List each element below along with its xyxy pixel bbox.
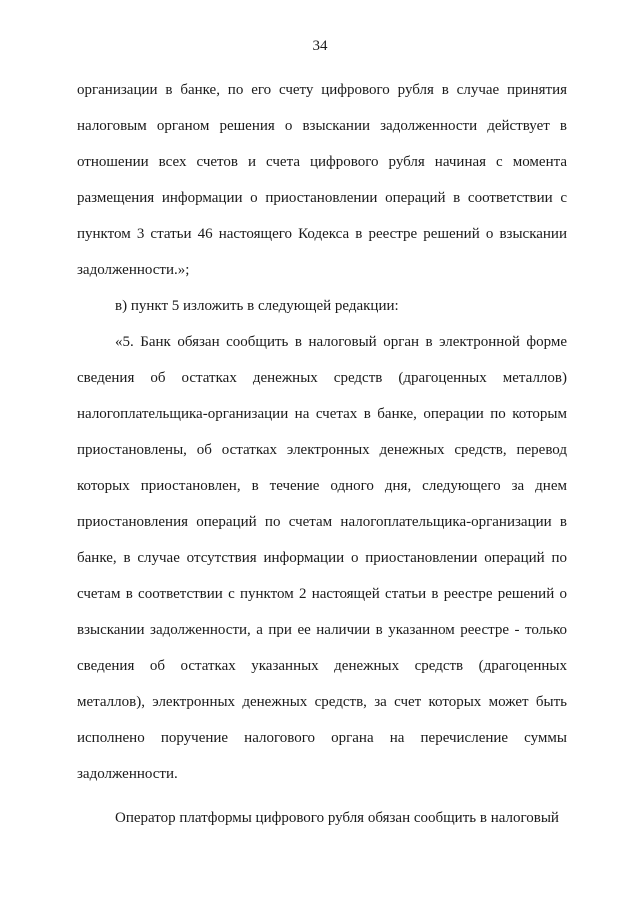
paragraph-continuation: организации в банке, по его счету цифрового рубля в случае принятия налоговым органом решения о взыскании задолженности действует в отношении всех счетов и счета цифрового рубля начиная с момента размещения информации о приостановлении операций в соответствии с пунктом 3 статьи 46 настоящего Кодекса в реестре решений о взыскании задолженности.»; (77, 82, 567, 278)
document-body (77, 72, 567, 836)
paragraph-subitem-v: в) пункт 5 изложить в следующей редакции: (115, 298, 399, 314)
paragraph-point-5: «5. Банк обязан сообщить в налоговый орган в электронной форме сведения об остатках денежных средств (драгоценных металлов) налогоплательщика-организации на счетах в банке, операции по которым приостановлены, об остатках электронных денежных средств, перевод которых приостановлен, в течение одного дня, следующего за днем приостановления операций по счетам налогоплательщика-организации в банке, в случае отсутствия информации о приостановлении операций по счетам в соответствии с пунктом 2 настоящей статьи в реестре решений о взыскании задолженности, а при ее наличии в указанном реестре - только сведения об остатках указанных денежных средств (драгоценных металлов), электронных денежных средств, за счет которых может быть исполнено поручение налогового органа на перечисление суммы задолженности. (77, 334, 567, 782)
page-number: 34 (312, 38, 328, 54)
paragraph-operator-platform: Оператор платформы цифрового рубля обязан сообщить в налоговый (115, 810, 559, 826)
